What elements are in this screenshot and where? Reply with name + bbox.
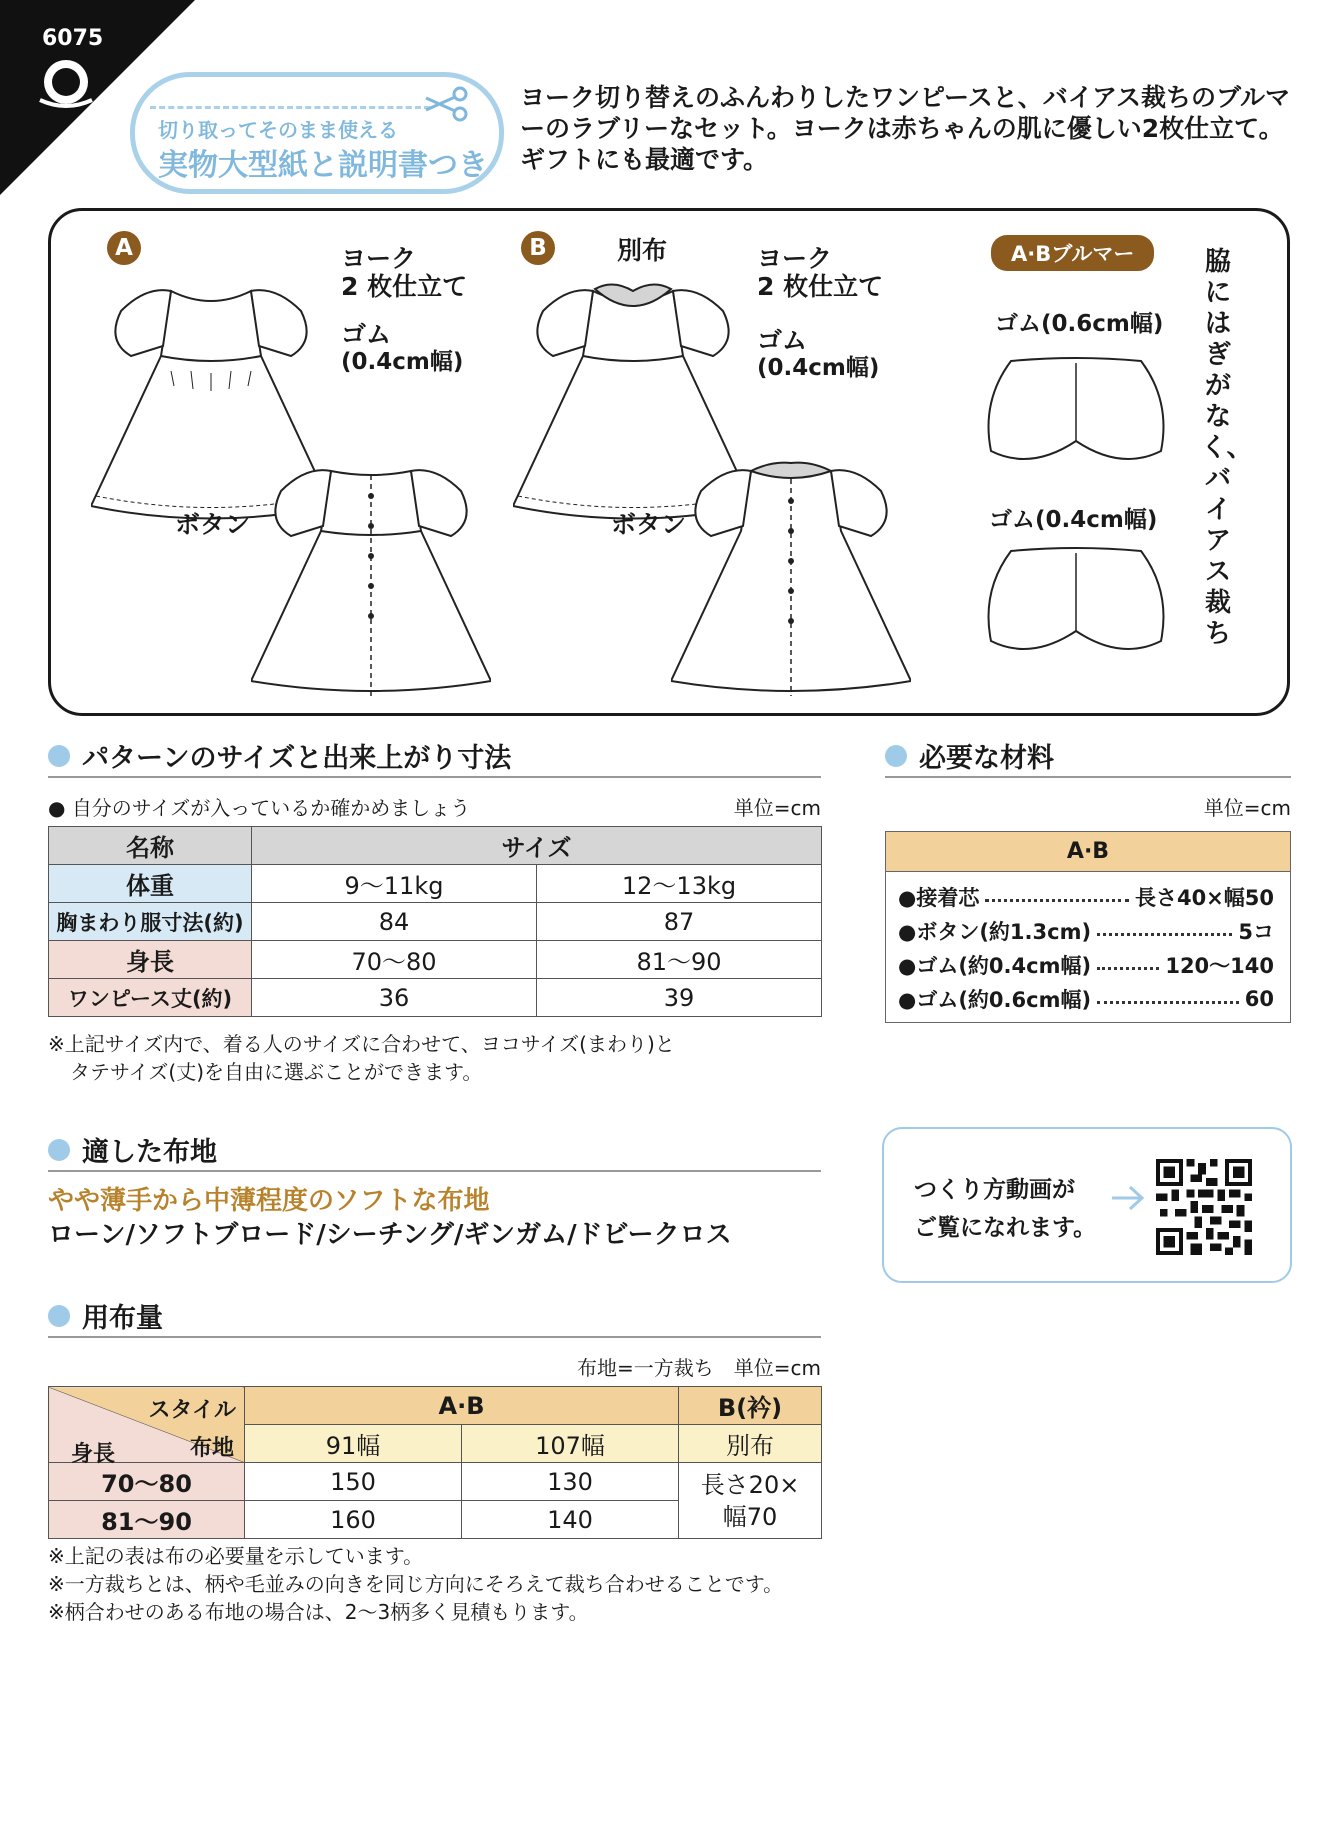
divider xyxy=(48,776,821,778)
divider xyxy=(48,1170,821,1172)
yardage-unit: 布地=一方裁ち 単位=cm xyxy=(577,1356,821,1380)
materials-unit: 単位=cm xyxy=(1203,796,1291,820)
a-yoke-label: ヨーク xyxy=(341,244,417,273)
intro-text: ヨーク切り替えのふんわりしたワンピースと、バイアス裁ちのブルマーのラブリーなセット。ヨークは赤ちゃんの肌に優しい2枚仕立て。ギフトにも最適です。 xyxy=(520,83,1291,174)
b-elastic-width-label: (0.4cm幅) xyxy=(757,355,880,381)
yardage-title: 用布量 xyxy=(82,1303,163,1334)
size-note-1: ※上記サイズ内で、着る人のサイズに合わせて、ヨコサイズ(まわり)と xyxy=(48,1032,675,1056)
yardage-table xyxy=(48,1386,822,1539)
material-qty: 長さ40×幅50 xyxy=(1134,886,1274,910)
dress-b-back-illustration xyxy=(671,441,911,701)
table-cell: 87 xyxy=(537,903,822,941)
table-cell: 39 xyxy=(537,979,822,1017)
list-item xyxy=(886,948,1290,982)
material-name: ●ゴム(約0.4cm幅) xyxy=(898,954,1092,978)
divider xyxy=(48,1336,821,1338)
section-bullet xyxy=(885,745,907,767)
corner-header-cell xyxy=(49,1387,245,1467)
table-cell: 130 xyxy=(462,1463,679,1501)
video-text xyxy=(914,1171,1096,1247)
list-item xyxy=(886,914,1290,948)
table-row xyxy=(49,865,822,903)
size-section-heading xyxy=(48,736,511,775)
row-label: 体重 xyxy=(49,865,252,903)
fabric-label: 布地 xyxy=(189,1436,234,1461)
b-elastic-label: ゴム xyxy=(757,326,808,355)
bloomer-leg-elastic-label: ゴム(0.4cm幅) xyxy=(989,507,1158,533)
divider xyxy=(885,776,1291,778)
size-header-name: 名称 xyxy=(49,827,252,865)
collar-qty-line-1: 長さ20× xyxy=(700,1470,800,1499)
material-qty: 5コ xyxy=(1238,920,1274,944)
style-b-badge: B xyxy=(521,231,555,265)
bloomer-back-illustration xyxy=(981,541,1171,661)
row-label: 身長 xyxy=(49,941,252,979)
b-yoke-label: ヨーク xyxy=(757,244,833,273)
badge-small-text: 切り取ってそのまま使える xyxy=(158,118,398,142)
b-collar-label: 別布 xyxy=(617,236,668,265)
size-table xyxy=(48,826,822,1017)
fabric-title: 適した布地 xyxy=(82,1137,217,1168)
bloomer-waist-elastic-label: ゴム(0.6cm幅) xyxy=(995,311,1164,337)
table-row xyxy=(49,1463,822,1501)
table-cell: 150 xyxy=(245,1463,462,1501)
a-yoke-two-layer-label: 2 枚仕立て xyxy=(341,272,468,301)
yardage-note-1: ※上記の表は布の必要量を示しています。 xyxy=(48,1544,424,1568)
pattern-number: 6075 xyxy=(42,26,104,51)
material-name: ●接着芯 xyxy=(898,886,980,910)
fabric-subtitle: やや薄手から中薄程度のソフトな布地 xyxy=(48,1186,490,1216)
size-note-2: タテサイズ(丈)を自由に選ぶことができます。 xyxy=(70,1060,483,1084)
height-label: 身長 xyxy=(71,1442,116,1467)
material-name: ●ゴム(約0.6cm幅) xyxy=(898,988,1092,1012)
materials-header: A·B xyxy=(886,832,1290,872)
material-name: ●ボタン(約1.3cm) xyxy=(898,920,1092,944)
table-cell: 36 xyxy=(252,979,537,1017)
row-label: 81〜90 xyxy=(49,1501,245,1539)
table-cell: 12〜13kg xyxy=(537,865,822,903)
video-line-1: つくり方動画が xyxy=(914,1177,1075,1203)
material-qty: 120〜140 xyxy=(1165,954,1274,978)
cut-line xyxy=(150,106,430,109)
bloomer-badge: A·Bブルマー xyxy=(991,235,1154,271)
section-bullet xyxy=(48,1139,70,1161)
b-button-label: ボタン xyxy=(611,510,687,539)
table-row xyxy=(49,903,822,941)
video-link-box[interactable] xyxy=(882,1127,1292,1283)
fabric-heading xyxy=(48,1130,217,1169)
size-check-text: 自分のサイズが入っているか確かめましょう xyxy=(71,796,471,820)
table-cell: 81〜90 xyxy=(537,941,822,979)
fabric-list: ローン/ソフトブロード/シーチング/ギンガム/ドビークロス xyxy=(48,1220,732,1250)
width-91-header: 91幅 xyxy=(245,1425,462,1463)
collar-qty-line-2: 幅70 xyxy=(722,1502,778,1531)
section-bullet xyxy=(48,1305,70,1327)
separate-fabric-header: 別布 xyxy=(679,1425,822,1463)
yardage-heading xyxy=(48,1296,163,1335)
col-ab-header: A·B xyxy=(245,1387,679,1425)
dress-a-back-illustration xyxy=(251,441,491,701)
b-yoke-two-layer-label: 2 枚仕立て xyxy=(757,272,884,301)
a-elastic-label: ゴム xyxy=(341,320,392,349)
bloomer-front-illustration xyxy=(981,351,1171,471)
yardage-note-2: ※一方裁ちとは、柄や毛並みの向きを同じ方向にそろえて裁ち合わせることです。 xyxy=(48,1572,784,1596)
materials-title: 必要な材料 xyxy=(919,743,1054,774)
collar-qty-cell xyxy=(679,1463,822,1539)
style-a-badge: A xyxy=(107,231,141,265)
size-check-note: ● 自分のサイズが入っているか確かめましょう xyxy=(48,796,471,820)
table-cell: 160 xyxy=(245,1501,462,1539)
size-section-title: パターンのサイズと出来上がり寸法 xyxy=(82,743,512,774)
size-header-size: サイズ xyxy=(252,827,822,865)
yardage-note-3: ※柄合わせのある布地の場合は、2〜3柄多く見積もります。 xyxy=(48,1600,589,1624)
table-cell: 140 xyxy=(462,1501,679,1539)
row-label: 胸まわり服寸法(約) xyxy=(49,903,252,941)
list-item xyxy=(886,982,1290,1016)
video-line-2: ご覧になれます。 xyxy=(914,1215,1097,1241)
table-row xyxy=(49,941,822,979)
style-label: スタイル xyxy=(148,1398,236,1423)
a-button-label: ボタン xyxy=(175,510,251,539)
table-cell: 84 xyxy=(252,903,537,941)
table-cell: 70〜80 xyxy=(252,941,537,979)
materials-heading xyxy=(885,736,1054,775)
width-107-header: 107幅 xyxy=(462,1425,679,1463)
badge-large-text: 実物大型紙と説明書つき xyxy=(158,148,488,183)
table-cell: 9〜11kg xyxy=(252,865,537,903)
list-item xyxy=(886,880,1290,914)
bloomer-side-note: 脇にはぎがなく、バイアス裁ち xyxy=(1201,247,1253,649)
col-b-collar-header: B(衿) xyxy=(679,1387,822,1425)
row-label: 70〜80 xyxy=(49,1463,245,1501)
illustration-panel xyxy=(48,208,1290,716)
row-label: ワンピース丈(約) xyxy=(49,979,252,1017)
materials-table xyxy=(885,831,1291,1023)
size-unit: 単位=cm xyxy=(733,796,821,820)
a-elastic-width-label: (0.4cm幅) xyxy=(341,349,464,375)
qr-code-icon[interactable] xyxy=(1156,1159,1252,1255)
scissors-icon xyxy=(422,84,472,124)
table-row xyxy=(49,979,822,1017)
arrow-right-icon xyxy=(1110,1183,1146,1213)
section-bullet xyxy=(48,745,70,767)
material-qty: 60 xyxy=(1244,987,1274,1011)
